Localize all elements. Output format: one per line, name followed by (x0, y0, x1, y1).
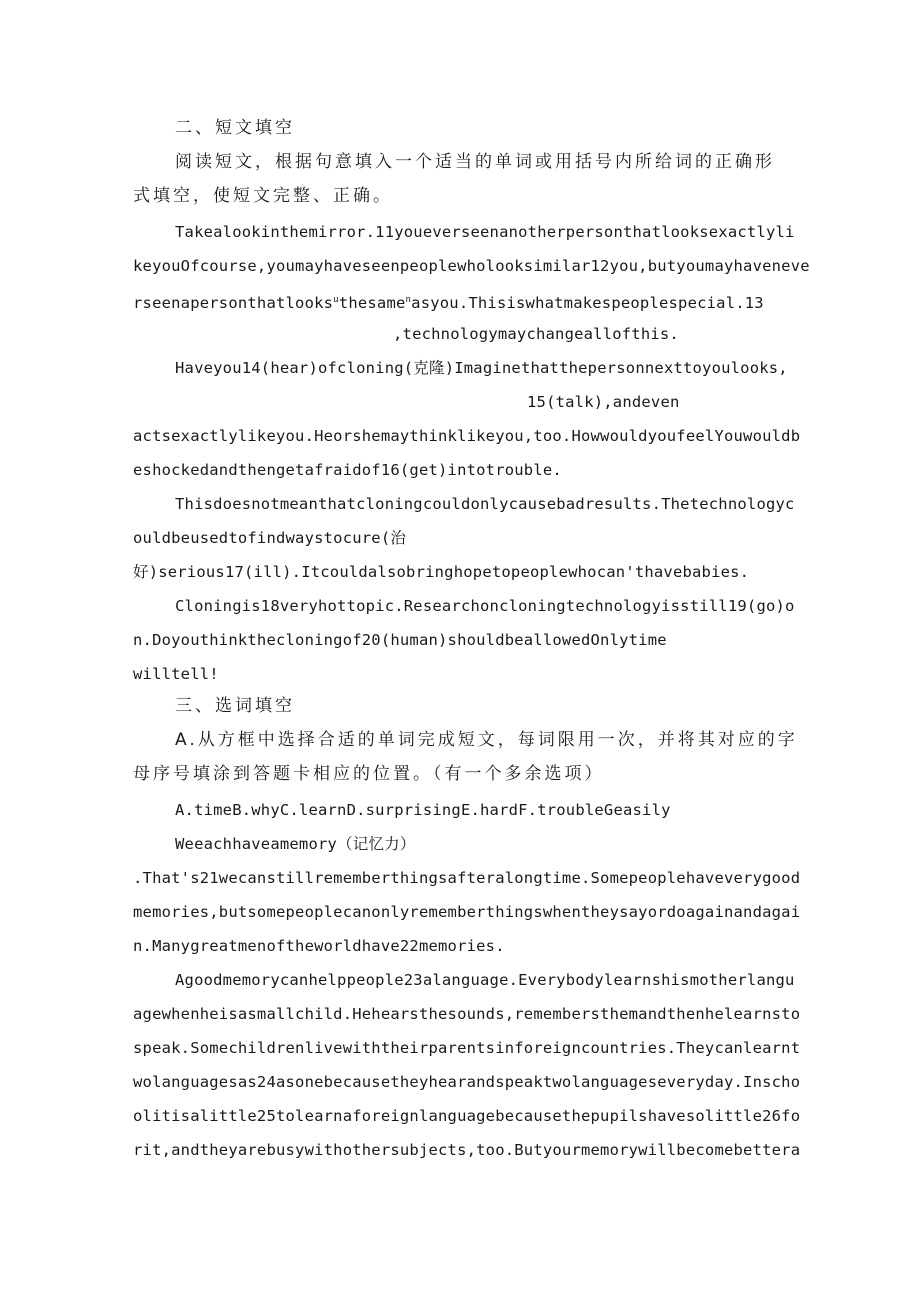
passage-line: rit,andtheyarebusywithothersubjects,too.Butyourmemorywillbecomebettera (133, 1141, 801, 1159)
passage-line: Weeachhaveamemory（记忆力） (175, 835, 416, 853)
passage-line: Takealookinthemirror.11youeverseenanotherpersonthatlooksexactlyli (175, 223, 795, 241)
passage-line: Haveyou14(hear)ofcloning(克隆)Imaginethatthepersonnexttoyoulooks, (175, 359, 788, 377)
passage-line: ,technologymaychangeallofthis. (393, 325, 679, 343)
passage-line: Thisdoesnotmeanthatcloningcouldonlycausebadresults.Thetechnologyc (175, 495, 795, 513)
quote-mark: u (333, 295, 339, 305)
passage-line: ouldbeusedtofindwaystocure(治 (133, 529, 407, 547)
section-2-instruction: 阅读短文，根据句意填入一个适当的单词或用括号内所给词的正确形 (175, 152, 775, 172)
passage-line: n.Manygreatmenoftheworldhave22memories. (133, 937, 505, 955)
passage-line: olitisalittle25tolearnaforeignlanguagebecausethepupilshavesolittle26fo (133, 1107, 801, 1125)
passage-line: n.Doyouthinkthecloningof20(human)shouldbeallowedOnlytime (133, 631, 667, 649)
text-run: asyou.Thisiswhatmakespeoplespecial.13 (411, 294, 764, 312)
text-run: rseenapersonthatlooks (133, 294, 334, 312)
passage-line: wolanguagesas24asonebecausetheyhearandspeaktwolanguageseveryday.Inscho (133, 1073, 801, 1091)
text-run: thesame (338, 294, 406, 312)
passage-line: Cloningis18veryhottopic.Researchoncloningtechnologyisstill19(go)o (175, 597, 795, 615)
section-3-heading: 三、选词填空 (175, 696, 295, 716)
section-2-instruction-cont: 式填空，使短文完整、正确。 (133, 186, 393, 206)
passage-line: agewhenheisasmallchild.Hehearsthesounds,remembersthemandthenhelearnsto (133, 1005, 801, 1023)
quote-mark: n (405, 295, 412, 305)
passage-line: willtell! (133, 665, 219, 683)
passage-line: eshockedandthengetafraidof16(get)intotrouble. (133, 461, 562, 479)
word-options: A.timeB.whyC.learnD.surprisingE.hardF.troubleGeasily (175, 801, 671, 819)
passage-line: Agoodmemorycanhelppeople23alanguage.Everybodylearnshismotherlangu (175, 971, 795, 989)
passage-line: .That's21wecanstillrememberthingsafteralongtime.Somepeoplehaveverygood (133, 869, 801, 887)
section-3-instruction-cont: 母序号填涂到答题卡相应的位置。（有一个多余选项） (133, 764, 605, 784)
passage-line: keyouOfcourse,youmayhaveseenpeoplewholooksimilar12you,butyoumayhaveneve (133, 257, 810, 275)
section-3-instruction: A.从方框中选择合适的单词完成短文，每词限用一次，并将其对应的字 (175, 730, 798, 750)
passage-line: 好)serious17(ill).Itcouldalsobringhopetopeoplewhocan'thavebabies. (133, 563, 750, 581)
passage-line: 15(talk),andeven (527, 393, 680, 411)
passage-line (133, 290, 764, 313)
section-2-heading: 二、短文填空 (175, 118, 295, 138)
passage-line: speak.Somechildrenlivewiththeirparentsinforeigncountries.Theycanlearnt (133, 1039, 801, 1057)
passage-line: memories,butsomepeoplecanonlyrememberthingswhentheysayordoagainandagai (133, 903, 801, 921)
passage-line: actsexactlylikeyou.Heorshemaythinklikeyou,too.HowwouldyoufeelYouwouldb (133, 427, 801, 445)
